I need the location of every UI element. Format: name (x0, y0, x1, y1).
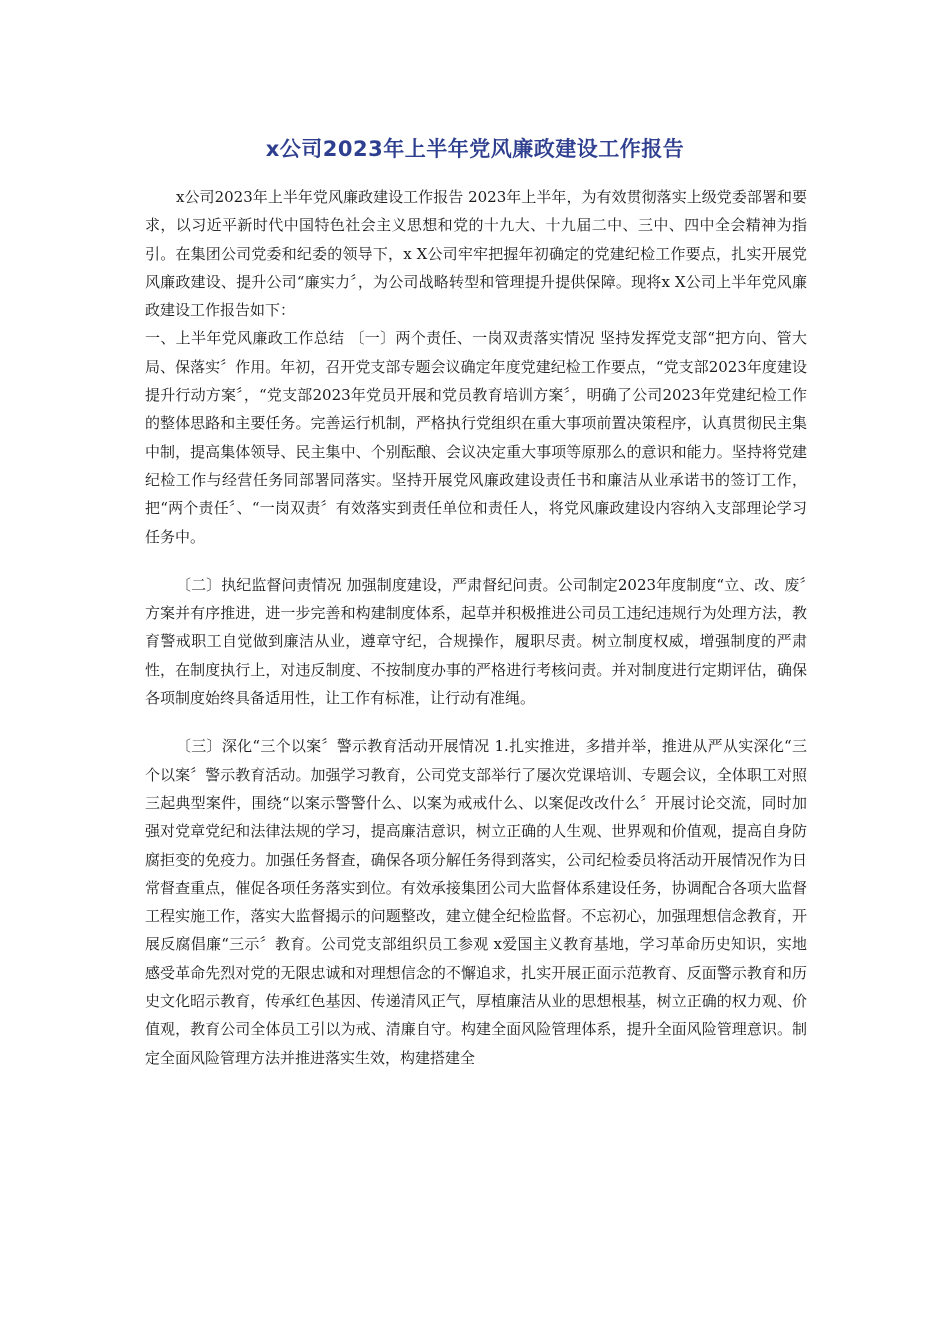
document-body (145, 183, 807, 1072)
paragraph-section-two: 〔二〕执纪监督问责情况 加强制度建设，严肃督纪问责。公司制定2023年度制度“立、改、废〞方案并有序推进，进一步完善和构建制度体系，起草并积极推进公司员工违纪违规行为处理方法，教育警戒职工自觉做到廉洁从业，遵章守纪，合规操作，履职尽责。树立制度权威，增强制度的严肃性，在制度执行上，对违反制度、不按制度办事的严格进行考核问责。并对制度进行定期评估，确保各项制度始终具备适用性，让工作有标准，让行动有准绳。 (145, 575, 807, 708)
paragraph-intro: x公司2023年上半年党风廉政建设工作报告 2023年上半年，为有效贯彻落实上级党委部署和要求，以习近平新时代中国特色社会主义思想和党的十九大、十九届二中、三中、四中全会精神为指引。在集团公司党委和纪委的领导下，x X公司牢牢把握年初确定的党建纪检工作要点，扎实开展党风廉政建设、提升公司“廉实力〞，为公司战略转型和管理提升提供保障。现将x X公司上半年党风廉政建设工作报告如下： (145, 188, 807, 320)
paragraph-section-one: 一、上半年党风廉政工作总结 〔一〕两个责任、一岗双责落实情况 坚持发挥党支部“把方向、管大局、保落实〞作用。年初，召开党支部专题会议确定年度党建纪检工作要点，“党支部2023年度建设提升行动方案〞，“党支部2023年党员开展和党员教育培训方案〞，明确了公司2023年党建纪检工作的整体思路和主要任务。完善运行机制，严格执行党组织在重大事项前置决策程序，认真贯彻民主集中制，提高集体领导、民主集中、个别酝酿、会议决定重大事项等原那么的意识和能力。坚持将党建纪检工作与经营任务同部署同落实。坚持开展党风廉政建设责任书和廉洁从业承诺书的签订工作，把“两个责任〞、“一岗双责〞有效落实到责任单位和责任人，将党风廉政建设内容纳入支部理论学习任务中。 (145, 329, 807, 546)
paragraph-section-three: 〔三〕深化“三个以案〞警示教育活动开展情况 1.扎实推进，多措并举，推进从严从实深化“三个以案〞警示教育活动。加强学习教育，公司党支部举行了屡次党课培训、专题会议，全体职工对照三起典型案件，围绕“以案示警警什么、以案为戒戒什么、以案促改改什么〞开展讨论交流，同时加强对党章党纪和法律法规的学习，提高廉洁意识，树立正确的人生观、世界观和价值观，提高自身防腐拒变的免疫力。加强任务督查，确保各项分解任务得到落实，公司纪检委员将活动开展情况作为日常督查重点，催促各项任务落实到位。有效承接集团公司大监督体系建设任务，协调配合各项大监督工程实施工作，落实大监督揭示的问题整改，建立健全纪检监督。不忘初心，加强理想信念教育，开展反腐倡廉“三示〞教育。公司党支部组织员工参观 x爱国主义教育基地，学习革命历史知识，实地感受革命先烈对党的无限忠诚和对理想信念的不懈追求，扎实开展正面示范教育、反面警示教育和历史文化昭示教育，传承红色基因、传递清风正气，厚植廉洁从业的思想根基，树立正确的权力观、价值观，教育公司全体员工引以为戒、清廉自守。构建全面风险管理体系，提升全面风险管理意识。制定全面风险管理方法并推进落实生效，构建搭建全 (145, 737, 807, 1067)
document-title: x公司2023年上半年党风廉政建设工作报告 (265, 137, 685, 161)
